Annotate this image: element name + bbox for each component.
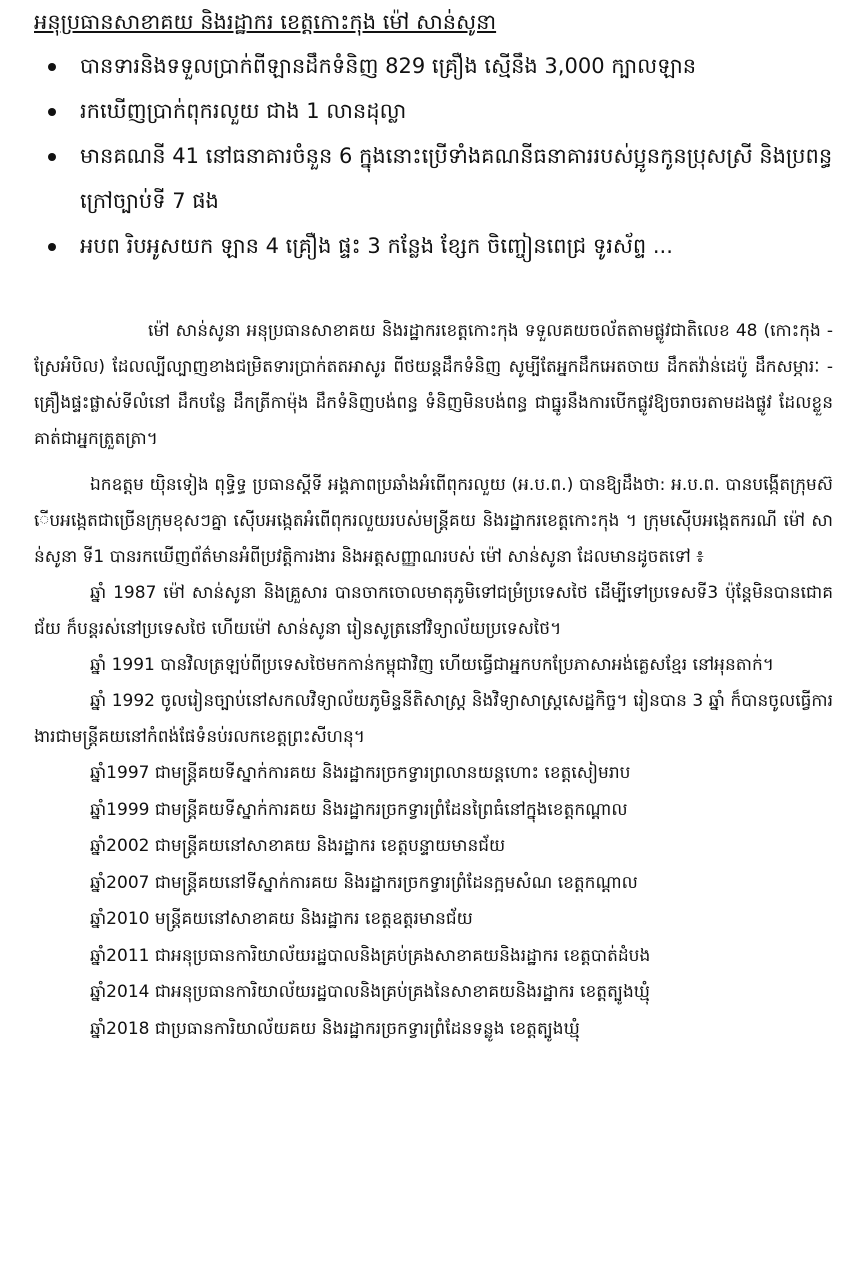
body-paragraph: ឆ្នាំ 1992 ចូលរៀនច្បាប់នៅសកលវិទ្យាល័យភូមិន្ទនីតិសាស្ត្រ និងវិទ្យាសាស្ត្រសេដ្ឋកិច្ច។ រៀនបាន 3 ឆ្នាំ ក៏បានចូលធ្វើការងារជាមន្ត្រីគយនៅកំពង់ផែទំនប់រលកខេត្តព្រះសីហនុ។	[34, 691, 833, 747]
timeline-entry: ឆ្នាំ2002 ជាមន្ត្រីគយនៅសាខាគយ និងរដ្ឋាករ ខេត្តបន្ទាយមានជ័យ	[90, 836, 506, 856]
timeline-entry: ឆ្នាំ2014 ជាអនុប្រធានការិយាល័យរដ្ឋបាលនិងគ្រប់គ្រងនៃសាខាគយនិងរដ្ឋាករ ខេត្តត្បូងឃ្មុំ	[90, 982, 650, 1002]
bullet-text: មានគណនី 41 នៅធនាគារចំនួន 6 ក្នុងនោះប្រើទាំងគណនីធនាគាររបស់ប្អូនកូនប្រុសស្រី និងប្រពន្ធក្រៅច្បាប់ទី 7 ផង	[80, 144, 833, 213]
bullet-dot-icon	[48, 63, 56, 71]
bullet-dot-icon	[48, 153, 56, 161]
timeline-entry: ឆ្នាំ2018 ជាប្រធានការិយាល័យគយ និងរដ្ឋាករច្រកទ្វារព្រំដែនទន្លូង ខេត្តត្បូងឃ្មុំ	[90, 1018, 580, 1039]
bullet-text: អបព រិបអូសយក ឡាន 4 គ្រឿង ផ្ទះ 3 កន្លែង ខ្សែក ចិញ្ចៀនពេជ្រ ទូរស័ព្ទ ...	[80, 234, 673, 258]
bullet-dot-icon	[48, 108, 56, 116]
timeline-entry: ឆ្នាំ2007 ជាមន្ត្រីគយនៅទីស្នាក់ការគយ និងរដ្ឋាករច្រកទ្វារព្រំដែនក្អមសំណ ខេត្តកណ្តាល	[90, 872, 638, 893]
bullet-item	[34, 89, 833, 134]
bullet-text: រកឃើញប្រាក់ពុករលួយ ជាង 1 លានដុល្លា	[80, 99, 407, 123]
timeline-entry: ឆ្នាំ2010 មន្ត្រីគយនៅសាខាគយ និងរដ្ឋាករ ខេត្តឧត្តរមានជ័យ	[90, 909, 473, 929]
bullet-item	[34, 134, 833, 224]
body-paragraph: ម៉ៅ សាន់សូនា អនុប្រធានសាខាគយ និងរដ្ឋាករខេត្តកោះកុង ទទួលគយចល័តតាមផ្លូវជាតិលេខ 48 (កោះកុង - ស្រែអំបិល) ដែលល្បីល្បាញខាងជម្រិតទារប្រាក់តតអាសូរ ពីថយន្តដឹកទំនិញ សូម្បីតែអ្នកដឹកអេតចាយ ដឹកតវ៉ាន់ដេប៉ូ ដឹកសម្ភារៈ - គ្រឿងផ្ទះផ្លាស់ទីលំនៅ ដឹកបន្លែ ដឹកត្រីកាម៉ុង ដឹកទំនិញបង់ពន្ធ ទំនិញមិនបង់ពន្ធ ជាធ្នូរនឹងការបើកផ្លូវឱ្យចរាចរតាមដងផ្លូវ ដែលខ្លួនគាត់ជាអ្នកត្រួតត្រា។	[34, 321, 833, 449]
career-timeline	[34, 755, 833, 1047]
headline: អនុប្រធានសាខាគយ និងរដ្ឋាករ ខេត្តកោះកុង ម៉ៅ សាន់សូនា	[34, 10, 497, 34]
timeline-entry: ឆ្នាំ1999 ជាមន្ត្រីគយទីស្នាក់ការគយ និងរដ្ឋាករច្រកទ្វារព្រំដែនព្រៃធំនៅក្នុងខេត្តកណ្តាល	[90, 799, 628, 820]
body-paragraph: ឆ្នាំ 1987 ម៉ៅ សាន់សូនា និងគ្រួសារ បានចាកចោលមាតុភូមិទៅជម្រំប្រទេសថៃ ដើម្បីទៅប្រទេសទី3 ប៉ុន្តែមិនបានជោគជ័យ ក៏បន្តរស់នៅប្រទេសថៃ ហើយម៉ៅ សាន់សូនា រៀនសូត្រនៅវិទ្យាល័យប្រទេសថៃ។	[34, 583, 833, 639]
timeline-entry: ឆ្នាំ1997 ជាមន្ត្រីគយទីស្នាក់ការគយ និងរដ្ឋាករច្រកទ្វារព្រលានយន្តហោះ ខេត្តសៀមរាប	[90, 763, 631, 783]
bullet-item	[34, 44, 833, 89]
bullet-dot-icon	[48, 243, 56, 251]
bullet-item	[34, 224, 833, 269]
timeline-entry: ឆ្នាំ2011 ជាអនុប្រធានការិយាល័យរដ្ឋបាលនិងគ្រប់គ្រងសាខាគយនិងរដ្ឋាករ ខេត្តបាត់ដំបង	[90, 945, 651, 966]
bullet-text: បានទារនិងទទួលប្រាក់ពីឡានដឹកទំនិញ 829 គ្រឿង ស្មើនឹង 3,000 ក្បាលឡាន	[80, 54, 697, 78]
body-paragraph: ឆ្នាំ 1991 បានវិលត្រឡប់ពីប្រទេសថៃមកកាន់កម្ពុជាវិញ ហើយធ្វើជាអ្នកបកប្រែភាសាអង់គ្លេសខ្មែរ នៅអុនតាក់។	[90, 655, 774, 675]
body-paragraph: ឯកឧត្តម យ៉ិនទៀង ពុទ្ធិទ្ធ ប្រធានស្តីទី អង្គភាពប្រឆាំងអំពើពុករលួយ (អ.ប.ព.) បានឱ្យដឹងថា: អ.ប.ព. បានបង្កើតក្រុមស៊ើបអង្កេតជាច្រើនក្រុមខុសៗគ្នា ស៊ើបអង្កេតអំពើពុករលួយរបស់មន្ត្រីគយ និងរដ្ឋាករខេត្តកោះកុង ។ ក្រុមស៊ើបអង្កេតករណី ម៉ៅ សាន់សូនា ទី1 បានរកឃើញព័ត៌មានអំពីប្រវត្តិការងារ និងអត្តសញ្ញាណរបស់ ម៉ៅ សាន់សូនា ដែលមានដូចតទៅ ៖	[34, 475, 833, 567]
summary-bullet-list	[34, 44, 833, 269]
